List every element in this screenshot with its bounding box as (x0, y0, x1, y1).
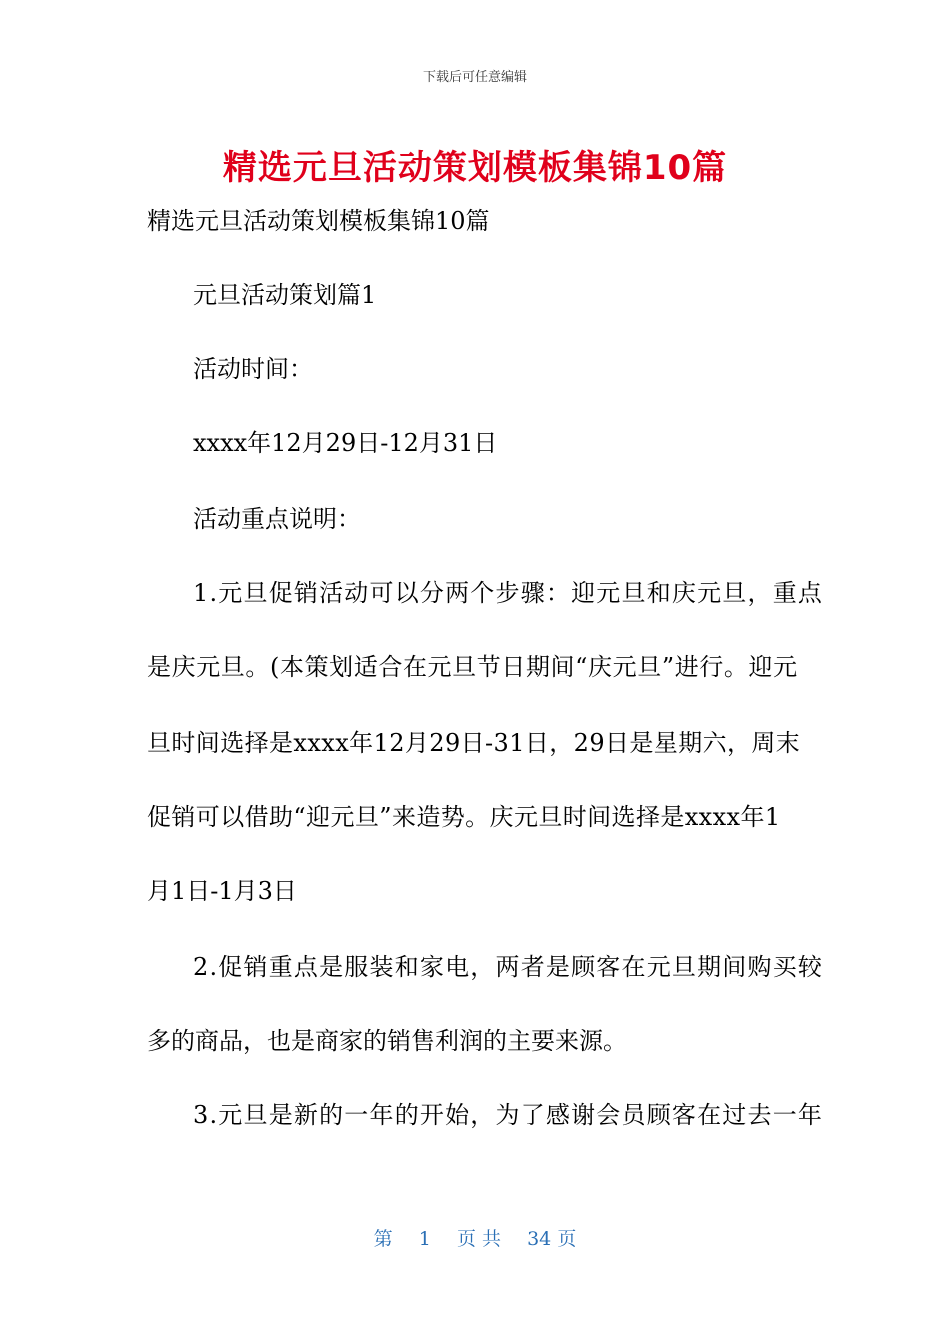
footer-prefix: 第 (373, 1228, 393, 1250)
header-note: 下载后可任意编辑 (422, 70, 527, 85)
paragraph-point-1-line-4: 促销可以借助“迎元旦”来造势。庆元旦时间选择是xxxx年1 (147, 803, 781, 831)
paragraph-activity-dates: xxxx年12月29日-12月31日 (193, 429, 498, 457)
paragraph-section-heading: 元旦活动策划篇1 (193, 281, 377, 309)
paragraph-point-1-line-3: 旦时间选择是xxxx年12月29日-31日，29日是星期六，周末 (147, 729, 801, 757)
page-footer (0, 1224, 950, 1251)
paragraph-point-1-line-5: 月1日-1月3日 (147, 877, 297, 905)
document-title: 精选元旦活动策划模板集锦10篇 (222, 148, 728, 188)
footer-suffix: 页 (557, 1228, 577, 1250)
footer-total-pages: 34 (527, 1228, 552, 1250)
paragraph-activity-time-label: 活动时间： (193, 355, 313, 383)
paragraph-key-points-label: 活动重点说明： (193, 505, 361, 533)
paragraph-point-2-line-2: 多的商品，也是商家的销售利润的主要来源。 (147, 1027, 627, 1055)
paragraph-point-1-line-2: 是庆元旦。(本策划适合在元旦节日期间“庆元旦”进行。迎元 (147, 653, 798, 681)
paragraph-subtitle: 精选元旦活动策划模板集锦10篇 (147, 207, 490, 235)
footer-middle: 页 共 (456, 1228, 501, 1250)
paragraph-point-2-line-1: 2.促销重点是服装和家电，两者是顾客在元旦期间购买较 (193, 953, 824, 981)
paragraph-point-1-line-1: 1.元旦促销活动可以分两个步骤：迎元旦和庆元旦，重点 (193, 579, 824, 607)
footer-page-number: 1 (418, 1228, 431, 1250)
paragraph-point-3-line-1: 3.元旦是新的一年的开始，为了感谢会员顾客在过去一年 (193, 1101, 824, 1129)
